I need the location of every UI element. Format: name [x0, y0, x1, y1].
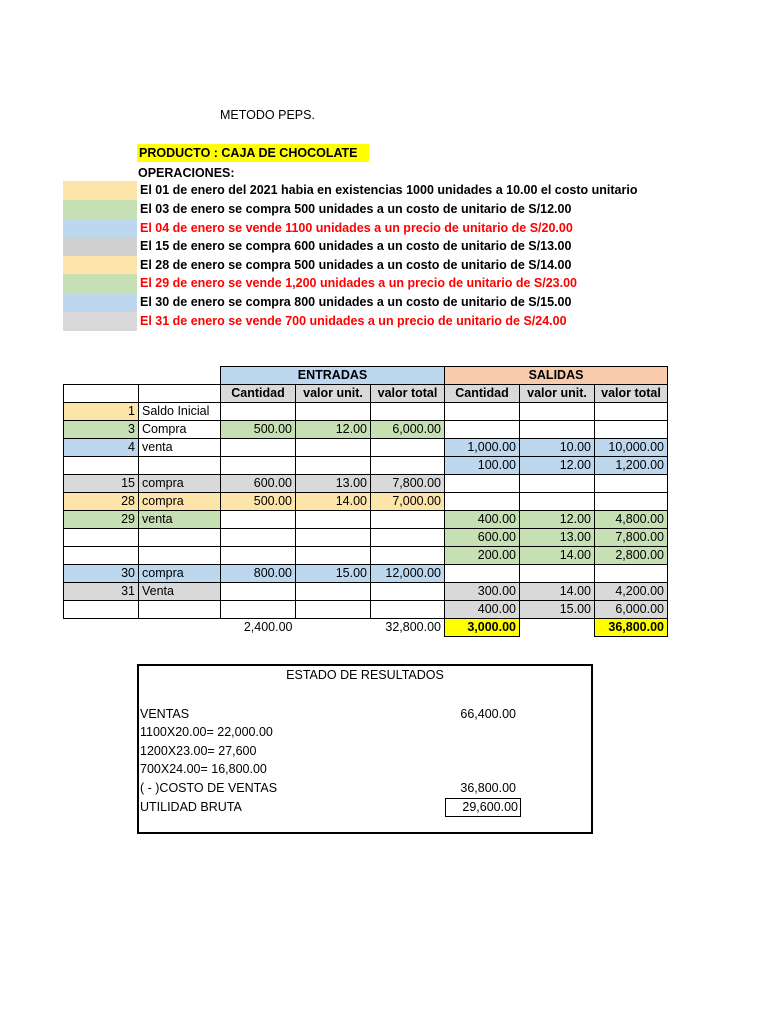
operation-text: El 28 de enero se compra 500 unidades a un costo de unitario de S/14.00	[140, 258, 572, 272]
day-cell: 29	[64, 511, 139, 529]
cell: 200.00	[445, 547, 520, 565]
operation-row	[63, 293, 703, 312]
sales-line: 700X24.00= 16,800.00	[140, 762, 267, 776]
cell: 13.00	[296, 475, 371, 493]
column-header: valor total	[595, 385, 668, 403]
operation-row	[63, 274, 703, 293]
day-cell: 15	[64, 475, 139, 493]
operation-row	[63, 237, 703, 256]
table-row	[64, 475, 668, 493]
totals-row	[64, 619, 668, 637]
operation-text: El 15 de enero se compra 600 unidades a un costo de unitario de S/13.00	[140, 239, 572, 253]
kardex-table	[63, 366, 668, 637]
concept-cell: Compra	[139, 421, 221, 439]
ventas-label: VENTAS	[140, 707, 190, 721]
table-row	[64, 457, 668, 475]
column-header: valor unit.	[520, 385, 595, 403]
cell: 1,200.00	[595, 457, 668, 475]
concept-cell: venta	[139, 511, 221, 529]
cell: 400.00	[445, 511, 520, 529]
table-row	[64, 439, 668, 457]
day-cell: 30	[64, 565, 139, 583]
cell: 800.00	[221, 565, 296, 583]
cell: 15.00	[296, 565, 371, 583]
day-cell: 1	[64, 403, 139, 421]
costo-value: 36,800.00	[460, 781, 516, 795]
column-header: valor unit.	[296, 385, 371, 403]
sales-line: 1200X23.00= 27,600	[140, 744, 257, 758]
table-row	[64, 529, 668, 547]
operation-text: El 31 de enero se vende 700 unidades a un precio de unitario de S/24.00	[140, 314, 567, 328]
cell: 14.00	[520, 547, 595, 565]
cell: 12.00	[520, 511, 595, 529]
cell: 15.00	[520, 601, 595, 619]
color-swatch	[63, 312, 137, 331]
table-row	[64, 493, 668, 511]
color-swatch	[63, 256, 137, 275]
cell: 13.00	[520, 529, 595, 547]
color-swatch	[63, 181, 137, 200]
cell: 600.00	[445, 529, 520, 547]
ventas-value: 66,400.00	[460, 707, 516, 721]
operation-text: El 04 de enero se vende 1100 unidades a un precio de unitario de S/20.00	[140, 221, 573, 235]
day-cell: 31	[64, 583, 139, 601]
concept-cell: compra	[139, 565, 221, 583]
table-row	[64, 583, 668, 601]
operation-row	[63, 312, 703, 331]
cell: 4,800.00	[595, 511, 668, 529]
operation-text: El 30 de enero se compra 800 unidades a un costo de unitario de S/15.00	[140, 295, 572, 309]
cell: 6,000.00	[595, 601, 668, 619]
color-swatch	[63, 293, 137, 312]
table-row	[64, 511, 668, 529]
color-swatch	[63, 219, 137, 238]
column-header: Cantidad	[221, 385, 296, 403]
operation-row	[63, 181, 703, 200]
cell: 100.00	[445, 457, 520, 475]
concept-cell: compra	[139, 493, 221, 511]
operation-row	[63, 200, 703, 219]
utilidad-label: UTILIDAD BRUTA	[140, 800, 242, 814]
total-salidas-cantidad: 3,000.00	[445, 619, 520, 637]
cell: 600.00	[221, 475, 296, 493]
cell: 10,000.00	[595, 439, 668, 457]
costo-label: ( - )COSTO DE VENTAS	[140, 781, 278, 795]
color-swatch	[63, 274, 137, 293]
operation-row	[63, 219, 703, 238]
cell: 300.00	[445, 583, 520, 601]
day-cell: 3	[64, 421, 139, 439]
cell: 4,200.00	[595, 583, 668, 601]
cell: 400.00	[445, 601, 520, 619]
cell: 12.00	[520, 457, 595, 475]
table-row	[64, 403, 668, 421]
day-cell: 4	[64, 439, 139, 457]
operation-text: El 01 de enero del 2021 habia en existencias 1000 unidades a 10.00 el costo unitario	[140, 183, 638, 197]
product-label: PRODUCTO : CAJA DE CHOCOLATE	[137, 144, 369, 162]
color-swatch	[63, 200, 137, 219]
cell: 7,800.00	[371, 475, 445, 493]
table-row	[64, 565, 668, 583]
cell: 14.00	[296, 493, 371, 511]
cell: 500.00	[221, 421, 296, 439]
sales-line: 1100X20.00= 22,000.00	[140, 725, 273, 739]
cell: 6,000.00	[371, 421, 445, 439]
color-swatch	[63, 237, 137, 256]
operation-text: El 03 de enero se compra 500 unidades a un costo de unitario de S/12.00	[140, 202, 572, 216]
salidas-header: SALIDAS	[445, 367, 668, 385]
day-cell: 28	[64, 493, 139, 511]
entradas-header: ENTRADAS	[221, 367, 445, 385]
table-row	[64, 547, 668, 565]
concept-cell: compra	[139, 475, 221, 493]
income-statement-title: ESTADO DE RESULTADOS	[286, 668, 444, 682]
utilidad-value: 29,600.00	[445, 798, 521, 817]
total-entradas-cantidad: 2,400.00	[243, 620, 293, 635]
concept-cell: Venta	[139, 583, 221, 601]
cell: 500.00	[221, 493, 296, 511]
cell: 2,800.00	[595, 547, 668, 565]
operations-label: OPERACIONES:	[138, 166, 235, 180]
cell: 1,000.00	[445, 439, 520, 457]
cell: 10.00	[520, 439, 595, 457]
table-row	[64, 601, 668, 619]
income-statement	[137, 664, 593, 834]
column-header: Cantidad	[445, 385, 520, 403]
operation-text: El 29 de enero se vende 1,200 unidades a un precio de unitario de S/23.00	[140, 276, 577, 290]
cell: 7,000.00	[371, 493, 445, 511]
concept-cell: Saldo Inicial	[139, 403, 221, 421]
cell: 14.00	[520, 583, 595, 601]
cell: 12.00	[296, 421, 371, 439]
concept-cell: venta	[139, 439, 221, 457]
operation-row	[63, 256, 703, 275]
table-row	[64, 421, 668, 439]
total-entradas-valor: 32,800.00	[385, 620, 441, 635]
column-header: valor total	[371, 385, 445, 403]
page-title: METODO PEPS.	[220, 108, 315, 122]
cell: 12,000.00	[371, 565, 445, 583]
cell: 7,800.00	[595, 529, 668, 547]
total-salidas-valor: 36,800.00	[595, 619, 668, 637]
